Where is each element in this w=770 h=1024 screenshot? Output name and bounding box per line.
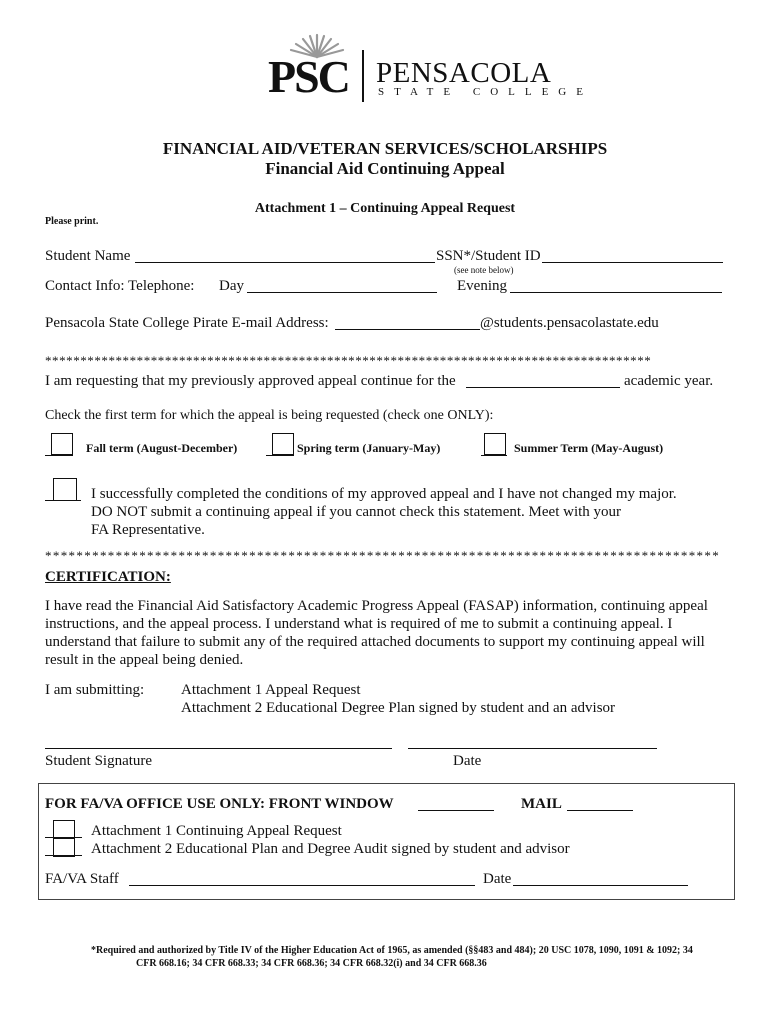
office-heading: FOR FA/VA OFFICE USE ONLY: FRONT WINDOW <box>45 796 394 812</box>
signature-date-field[interactable] <box>408 748 657 749</box>
logo-name: PENSACOLA <box>376 57 552 89</box>
office-date-field[interactable] <box>513 885 688 886</box>
email-label: Pensacola State College Pirate E-mail Address: <box>45 315 329 331</box>
ssn-label: SSN*/Student ID <box>436 248 541 264</box>
student-signature-label: Student Signature <box>45 753 153 769</box>
logo-divider <box>362 50 364 102</box>
summer-underline <box>481 455 507 456</box>
office-mail-label: MAIL <box>521 796 562 812</box>
form-subtitle: Financial Aid Continuing Appeal <box>265 159 505 178</box>
separator-stars: ************************************************************************************** <box>45 353 652 368</box>
office-attachment-1: Attachment 1 Continuing Appeal Request <box>91 823 342 839</box>
attachment-title: Attachment 1 – Continuing Appeal Request <box>254 201 516 216</box>
request-text: I am requesting that my previously approved appeal continue for the <box>45 373 456 389</box>
summer-term-checkbox[interactable] <box>484 433 506 455</box>
certification-heading: CERTIFICATION: <box>45 569 171 585</box>
request-text-end: academic year. <box>624 373 714 389</box>
contact-label: Contact Info: Telephone: <box>45 278 195 294</box>
mail-field[interactable] <box>567 810 633 811</box>
student-name-label: Student Name <box>45 248 131 264</box>
fall-underline <box>45 455 73 456</box>
submitting-label: I am submitting: <box>45 682 145 698</box>
conditions-checkbox[interactable] <box>53 478 77 501</box>
conditions-line-1: I successfully completed the conditions of my approved appeal and I have not changed my major. <box>91 486 677 502</box>
term-instruction: Check the first term for which the appeal is being requested (check one ONLY): <box>45 408 494 423</box>
office-attachment-1-checkbox[interactable] <box>53 820 75 839</box>
summer-term-label: Summer Term (May-August) <box>514 441 664 455</box>
separator-stars-2: ************************************************************************************** <box>45 548 721 563</box>
office-staff-label: FA/VA Staff <box>45 871 119 887</box>
spring-term-checkbox[interactable] <box>272 433 294 455</box>
form-title: FINANCIAL AID/VETERAN SERVICES/SCHOLARSHIPS <box>162 139 608 158</box>
certification-line-3: understand that failure to submit any of the required attached documents to support my continuing appeal will <box>45 634 705 650</box>
footer-note-line-1: *Required and authorized by Title IV of the Higher Education Act of 1965, as amended (§§483 and 484); 20 USC 1078, 1090, 1091 & 1092; 34 <box>91 945 693 956</box>
footer-note-line-2: CFR 668.16; 34 CFR 668.33; 34 CFR 668.36; 34 CFR 668.32(i) and 34 CFR 668.36 <box>136 958 487 969</box>
conditions-line-3: FA Representative. <box>91 522 205 538</box>
student-name-field[interactable] <box>135 262 435 263</box>
spring-term-label: Spring term (January-May) <box>297 441 441 455</box>
logo-abbrev: PSC <box>268 51 349 102</box>
see-note-text: (see note below) <box>454 265 514 275</box>
submitting-attachment-1: Attachment 1 Appeal Request <box>181 682 361 698</box>
fall-term-checkbox[interactable] <box>51 433 73 455</box>
office-attachment-2-checkbox[interactable] <box>53 838 75 857</box>
evening-label: Evening <box>457 278 507 294</box>
fall-term-label: Fall term (August-December) <box>86 441 238 455</box>
day-phone-field[interactable] <box>247 292 437 293</box>
email-domain: @students.pensacolastate.edu <box>480 315 659 331</box>
submitting-attachment-2: Attachment 2 Educational Degree Plan signed by student and an advisor <box>181 700 616 716</box>
certification-line-1: I have read the Financial Aid Satisfactory Academic Progress Appeal (FASAP) information, continuing appeal <box>45 598 708 614</box>
logo-subtitle: STATE COLLEGE <box>378 86 593 98</box>
office-date-label: Date <box>483 871 512 887</box>
email-field[interactable] <box>335 329 480 330</box>
evening-phone-field[interactable] <box>510 292 722 293</box>
certification-line-4: result in the appeal being denied. <box>45 652 244 668</box>
certification-line-2: instructions, and the appeal process. I understand what is required of me to submit a continuing appeal. I <box>45 616 673 632</box>
office-attachment-2: Attachment 2 Educational Plan and Degree Audit signed by student and advisor <box>91 841 570 857</box>
conditions-line-2: DO NOT submit a continuing appeal if you cannot check this statement. Meet with your <box>91 504 622 520</box>
signature-date-label: Date <box>453 753 482 769</box>
day-label: Day <box>219 278 244 294</box>
office-staff-field[interactable] <box>129 885 475 886</box>
front-window-field[interactable] <box>418 810 494 811</box>
ssn-field[interactable] <box>542 262 723 263</box>
please-print-note: Please print. <box>45 216 99 227</box>
spring-underline <box>266 455 294 456</box>
certification-paragraph <box>45 597 735 669</box>
student-signature-field[interactable] <box>45 748 392 749</box>
academic-year-field[interactable] <box>466 387 620 388</box>
